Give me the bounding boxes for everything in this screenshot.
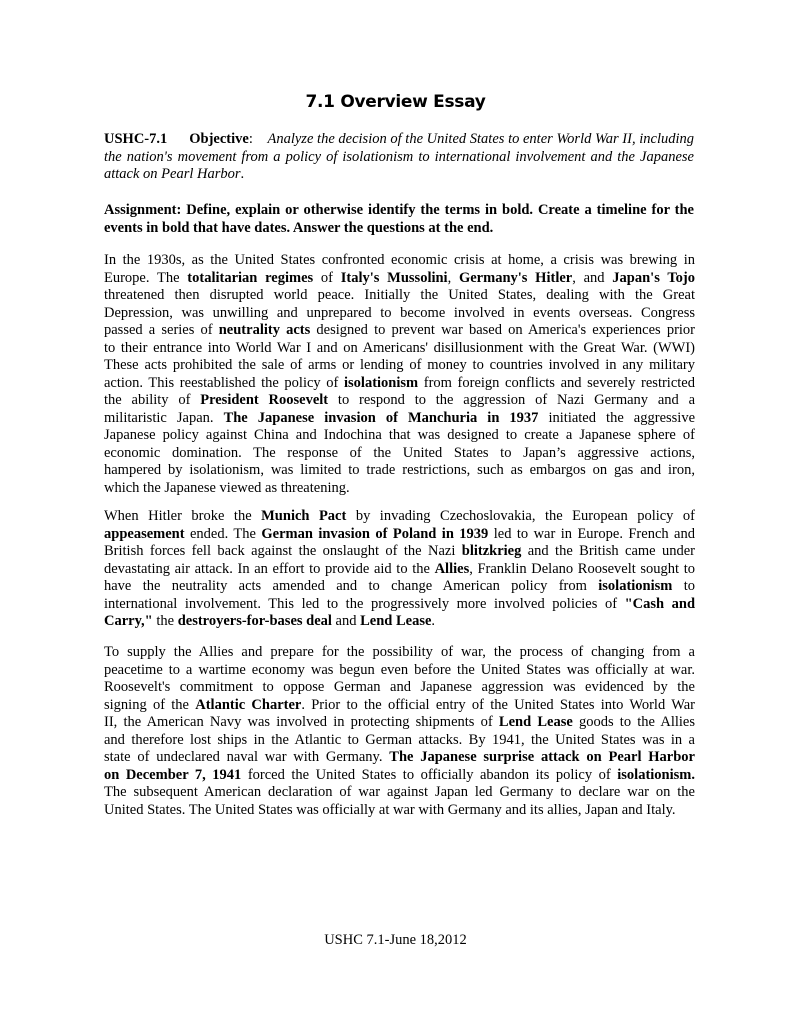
term-neutrality-acts: neutrality acts	[218, 322, 311, 338]
p3-line: II, the American Navy was involved in protecting shipments of Lend Lease goods to the Allies	[104, 714, 696, 730]
p1-line: militaristic Japan. The Japanese invasion of Manchuria in 1937 initiated the aggressive	[104, 409, 696, 426]
p1-line: passed a series of neutrality acts designed to prevent war based on America's experiences prior	[104, 322, 696, 338]
term-totalitarian-regimes: totalitarian regimes	[187, 269, 314, 286]
term-manchuria-invasion: The Japanese invasion of Manchuria in 1937	[223, 409, 539, 426]
assignment-instructions: Assignment: Define, explain or otherwise identify the terms in bold. Create a timeline for the events in bold that have dates. Answer the questions at the end.	[104, 202, 694, 236]
p1-line: economic domination. The response of the United States to Japan’s aggressive actions,	[104, 444, 695, 461]
p1-line: the ability of President Roosevelt to respond to the aggression of Nazi Germany and a	[104, 392, 696, 408]
p1-line: Europe. The totalitarian regimes of Italy's Mussolini, Germany's Hitler, and Japan's Tojo	[104, 269, 695, 286]
term-germanys-hitler: Germany's Hitler	[458, 269, 573, 286]
term-japans-tojo: Japan's Tojo	[612, 269, 695, 286]
term-atlantic-charter: Atlantic Charter	[195, 696, 302, 713]
p1-line: In the 1930s, as the United States confronted economic crisis at home, a crisis was brewing in	[104, 252, 695, 268]
p1-line: Depression, was unwilling and unprepared to become involved in events overseas. Congress	[104, 304, 695, 321]
term-isolationism: isolationism.	[617, 766, 695, 783]
term-pearl-harbor-attack: The Japanese surprise attack on Pearl Harbor	[389, 749, 695, 765]
p3-line: signing of the Atlantic Charter. Prior to the official entry of the United States into World War	[104, 696, 695, 713]
p1-line: These acts prohibited the sale of arms or lending of money to countries involved in any military	[104, 357, 695, 373]
p3-line: United States. The United States was officially at war with Germany and its allies, Japan and Italy.	[104, 801, 676, 818]
term-president-roosevelt: President Roosevelt	[200, 392, 329, 408]
p3-line: state of undeclared naval war with Germany. The Japanese surprise attack on Pearl Harbor	[104, 749, 695, 765]
p1-line: to their entrance into World War I and on Americans' disillusionment with the Great War. (WWI)	[104, 339, 695, 356]
term-cash-and-carry: "Cash and	[624, 595, 696, 612]
term-german-invasion-of-poland: German invasion of Poland in 1939	[261, 525, 489, 542]
paragraph-2	[104, 508, 695, 631]
p2-line: international involvement. This led to the progressively more involved policies of "Cash and	[104, 595, 696, 612]
p2-line: appeasement ended. The German invasion of Poland in 1939 led to war in Europe. French and	[104, 525, 695, 542]
p3-line: The subsequent American declaration of war against Japan led Germany to declare war on the	[104, 784, 695, 800]
term-lend-lease: Lend Lease	[498, 714, 573, 730]
term-isolationism: isolationism	[598, 578, 673, 594]
term-destroyers-for-bases: destroyers-for-bases deal	[177, 613, 332, 629]
p1-line: which the Japanese viewed as threatening.	[104, 479, 350, 496]
term-blitzkrieg: blitzkrieg	[461, 543, 522, 559]
p1-line: threatened then disrupted world peace. Initially the United States, dealing with the Great	[104, 287, 695, 303]
p2-line: When Hitler broke the Munich Pact by invading Czechoslovakia, the European policy of	[104, 508, 695, 524]
p3-line: and therefore lost ships in the Atlantic to German attacks. By 1941, the United States was in a	[104, 731, 695, 748]
objective-block: USHC-7.1 Objective: Analyze the decision of the United States to enter World War II, including the nation's movement from a policy of isolationism to international involvement and the Japanese attack on Pearl Harbor.	[104, 131, 695, 182]
p2-line: Carry," the destroyers-for-bases deal and Lend Lease.	[104, 613, 436, 629]
paragraph-1	[104, 252, 695, 497]
p3-line: peacetime to a wartime economy was begun even before the United States was officially at war.	[104, 661, 695, 678]
p2-line: British forces fell back against the onslaught of the Nazi blitzkrieg and the British came under	[104, 543, 695, 559]
page-footer: USHC 7.1-June 18,2012	[324, 932, 467, 948]
p1-line: Japanese policy against China and Indochina that was designed to create a Japanese sphere of	[104, 427, 695, 443]
paragraph-3	[104, 644, 695, 819]
p3-line: on December 7, 1941 forced the United States to officially abandon its policy of isolationism.	[104, 766, 695, 783]
page-title: 7.1 Overview Essay	[305, 92, 486, 112]
term-pearl-harbor-date: on December 7, 1941	[104, 766, 242, 783]
term-isolationism: isolationism	[344, 374, 419, 391]
objective-label: Objective	[189, 131, 249, 147]
p3-line: To supply the Allies and prepare for the possibility of war, the process of changing from a	[104, 644, 695, 660]
term-allies: Allies	[434, 560, 470, 577]
term-appeasement: appeasement	[104, 525, 185, 542]
p3-line: Roosevelt's commitment to oppose German and Japanese aggression was evidenced by the	[104, 679, 695, 695]
p2-line: devastating air attack. In an effort to provide aid to the Allies, Franklin Delano Roosevelt sought to	[104, 560, 695, 577]
p2-line: have the neutrality acts amended and to change American policy from isolationism to	[104, 578, 695, 594]
term-munich-pact: Munich Pact	[261, 508, 347, 524]
p1-line: action. This reestablished the policy of isolationism from foreign conflicts and severely restricted	[104, 374, 695, 391]
objective-text: Analyze the decision of the United States to enter World War II, including the nation's movement from a policy of isolationism to international involvement and the Japanese attack on Pearl Harbor	[104, 131, 695, 182]
standard-code: USHC-7.1	[104, 131, 168, 147]
term-italys-mussolini: Italy's Mussolini	[340, 269, 448, 286]
term-lend-lease: Lend Lease	[360, 613, 432, 629]
p1-line: hampered by isolationism, was limited to trade restrictions, such as embargos on gas and iron,	[104, 462, 695, 478]
term-cash-and-carry: Carry,"	[104, 613, 153, 629]
